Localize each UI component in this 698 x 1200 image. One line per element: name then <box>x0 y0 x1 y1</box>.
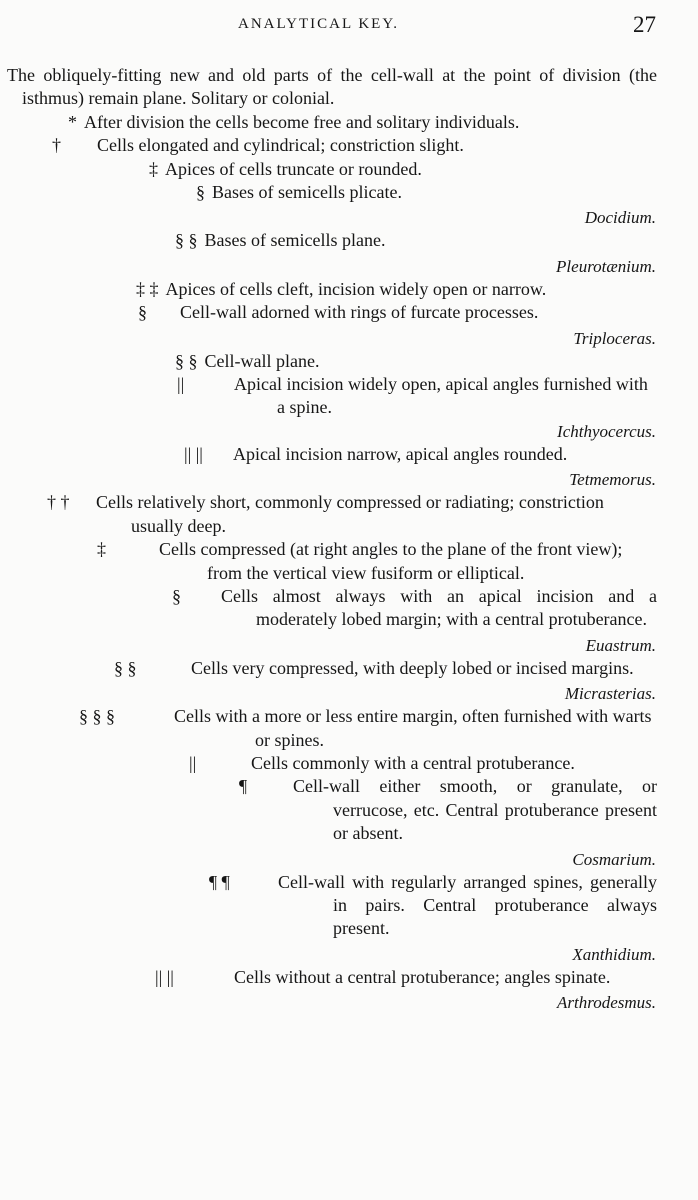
entry-text: Apical incision widely open, apical angles furnished with a spine. <box>234 374 648 418</box>
key-entry-parallel: || Cells commonly with a central protuberance. <box>189 752 575 773</box>
key-entry-dagger: † † Cells relatively short, commonly compressed or radiating; constriction usually deep. <box>47 492 604 536</box>
entry-text: Bases of semicells plane. <box>204 230 386 251</box>
entry-text: The obliquely-fitting new and old parts of the cell-wall at the point of division (the isthmus) remain plane. Solitary or colonial. <box>7 65 657 109</box>
key-entry-section <box>0 181 657 204</box>
key-entry-ddagger <box>0 278 657 301</box>
key-entry-a <box>0 64 657 111</box>
entry-text: After division the cells become free and solitary individuals. <box>84 111 520 132</box>
genus-name: Tetmemorus. <box>569 470 656 490</box>
key-entry-pilcrow: ¶ Cell-wall either smooth, or granulate, or verrucose, etc. Central protuberance present or absent. <box>239 776 657 844</box>
entry-text: Apical incision narrow, apical angles rounded. <box>233 443 568 464</box>
genus-name: Micrasterias. <box>564 684 656 704</box>
entry-text: Apices of cells cleft, incision widely open or narrow. <box>165 278 547 299</box>
entry-text: Cell-wall adorned with rings of furcate processes. <box>180 302 539 323</box>
genus-name: Pleurotænium. <box>556 256 656 276</box>
entry-marker: § § <box>175 350 198 371</box>
key-entry-section: § § § Cells with a more or less entire margin, often furnished with warts or spines. <box>79 706 652 750</box>
genus-name: Xanthidium. <box>572 944 656 964</box>
key-entry-parallel: || Apical incision widely open, apical angles furnished with a spine. <box>177 374 648 418</box>
genus-name: Docidium. <box>584 208 656 228</box>
entry-text: Cells almost always with an apical incision and a moderately lobed margin; with a central protuberance. <box>221 585 657 630</box>
key-entry-parallel: || || Cells without a central protuberance; angles spinate. <box>155 966 611 987</box>
key-entry-section: § Cell-wall adorned with rings of furcate processes. <box>138 302 539 323</box>
entry-marker: * <box>68 111 77 132</box>
genus-name: Ichthyocercus. <box>557 421 656 441</box>
entry-marker: ‡ ‡ <box>136 278 159 299</box>
entry-text: Cells commonly with a central protuberance. <box>251 752 575 773</box>
key-entry-ddagger: ‡ Cells compressed (at right angles to the plane of the front view); from the vertical view fusiform or elliptical. <box>97 539 623 583</box>
entry-marker: ‡ <box>149 158 158 179</box>
key-entry-pilcrow: ¶ ¶ Cell-wall with regularly arranged spines, generally in pairs. Central protuberance always present. <box>209 871 657 939</box>
page-header <box>0 12 698 42</box>
key-entry-dagger: † Cells elongated and cylindrical; constriction slight. <box>52 135 464 156</box>
entry-text: Cells with a more or less entire margin, often furnished with warts or spines. <box>174 706 652 750</box>
entry-text: Bases of semicells plicate. <box>212 182 402 203</box>
entry-text: Cell-wall with regularly arranged spines, generally in pairs. Central protuberance always present. <box>278 871 657 939</box>
key-entry-ddagger <box>0 158 657 181</box>
entry-text: Cells elongated and cylindrical; constriction slight. <box>97 135 464 156</box>
running-title: ANALYTICAL KEY. <box>238 16 399 32</box>
key-entry-section: § § Cells very compressed, with deeply lobed or incised margins. <box>114 657 634 678</box>
page-number: 27 <box>633 12 656 37</box>
entry-marker: § § <box>175 230 198 251</box>
entry-text: Cells relatively short, commonly compressed or radiating; constriction usually deep. <box>96 492 604 536</box>
analytical-key <box>0 64 698 1014</box>
genus-name: Triploceras. <box>573 328 656 348</box>
entry-text: Cell-wall either smooth, or granulate, or verrucose, etc. Central protuberance present or absent. <box>293 776 657 844</box>
key-entry-section <box>0 350 657 373</box>
entry-text: Cells very compressed, with deeply lobed or incised margins. <box>191 657 634 678</box>
entry-text: Cells compressed (at right angles to the plane of the front view); from the vertical view fusiform or elliptical. <box>159 539 623 583</box>
genus-name: Arthrodesmus. <box>556 993 656 1013</box>
genus-name: Cosmarium. <box>572 849 656 869</box>
key-entry-star <box>0 111 657 134</box>
key-entry-parallel: || || Apical incision narrow, apical angles rounded. <box>184 443 568 464</box>
entry-text: Cell-wall plane. <box>204 350 320 371</box>
entry-text: Cells without a central protuberance; angles spinate. <box>234 966 611 987</box>
genus-name: Euastrum. <box>585 635 656 655</box>
entry-marker: § <box>196 182 205 203</box>
key-entry-section: § Cells almost always with an apical incision and a moderately lobed margin; with a central protuberance. <box>172 585 657 630</box>
key-entry-section <box>0 229 657 252</box>
entry-text: Apices of cells truncate or rounded. <box>165 158 422 179</box>
